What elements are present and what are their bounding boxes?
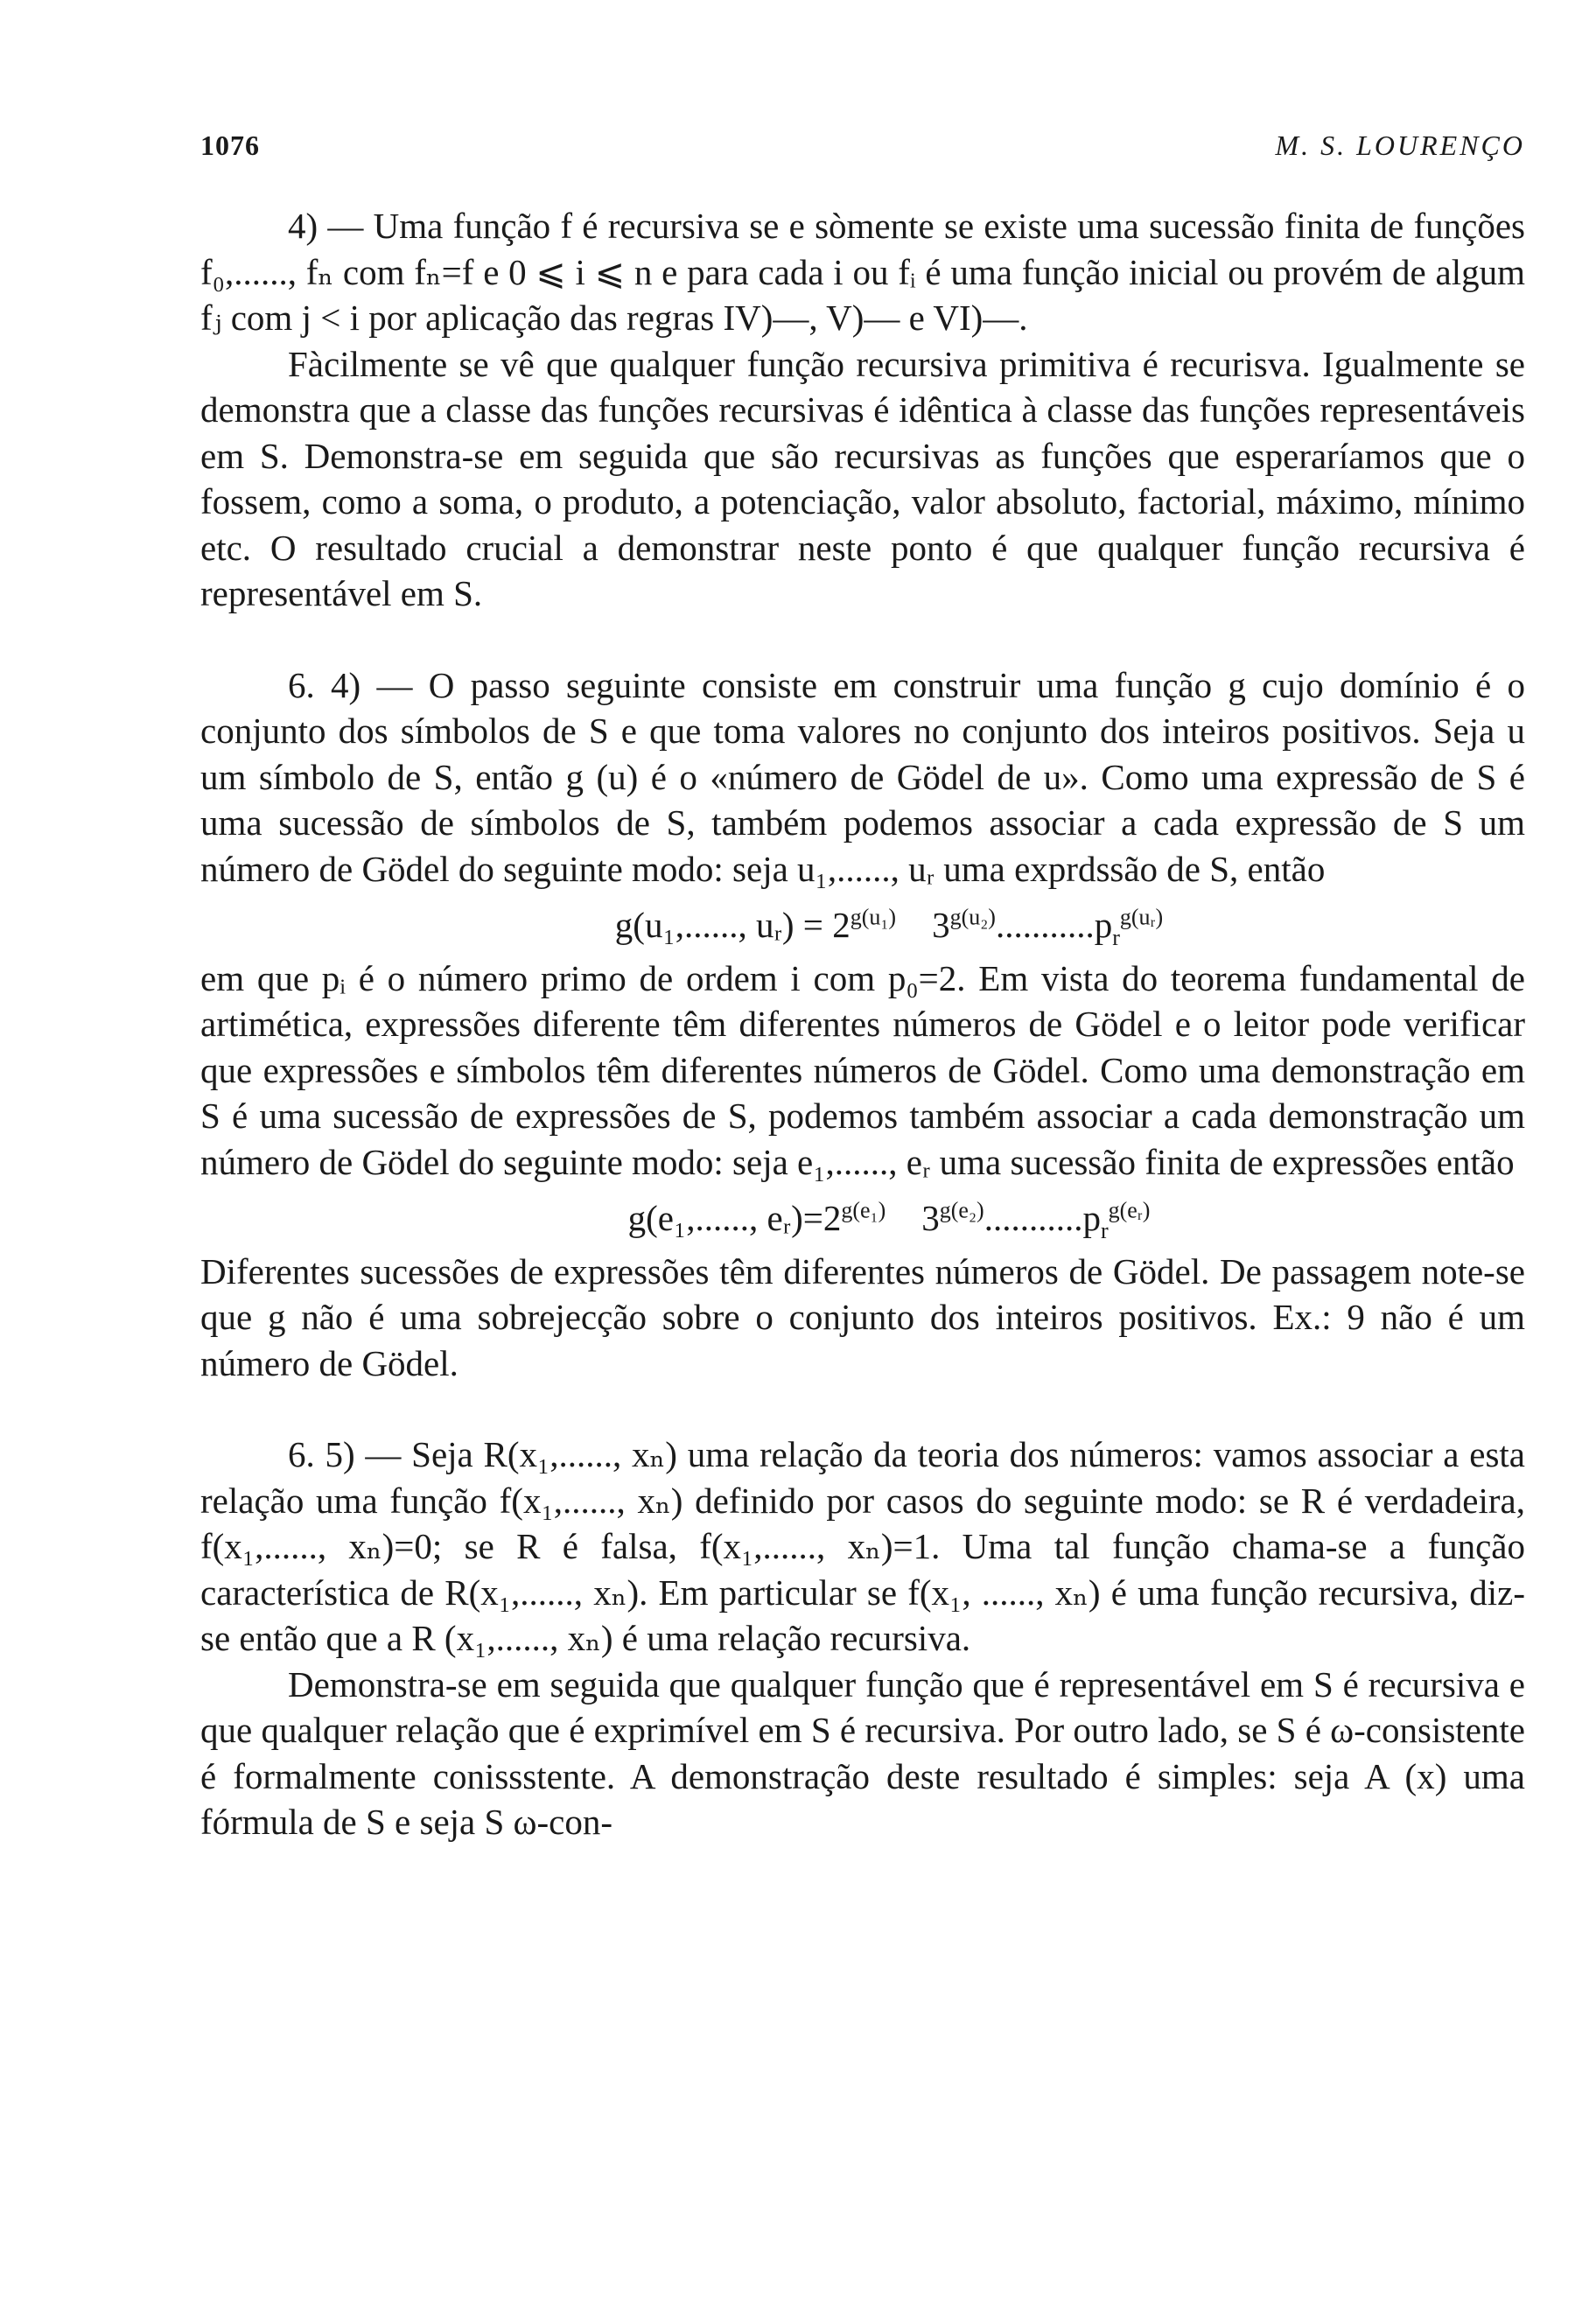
paragraph-representable-recursive: Demonstra-se em seguida que qualquer função que é representável em S é recursiva e que qualquer relação que é exprimível em S é recursiva. Por outro lado, se S é ω-consistente é formalmente conissstente. A demonstração deste resultado é simples: seja A (x) uma fórmula de S e seja S ω-con- xyxy=(200,1663,1525,1842)
formula-godel-number-expression xyxy=(200,902,1525,951)
formula-lhs: g(e₁,......, eᵣ)= xyxy=(627,1198,823,1238)
body-text xyxy=(200,203,1525,1845)
page-header xyxy=(200,130,1525,168)
formula-term-subscript: r xyxy=(1112,925,1120,951)
paragraph-recursive-function-definition: 4) — Uma função f é recursiva se e sòmente se existe uma sucessão finita de funções f₀,......, fₙ com fₙ=f e 0 ⩽ i ⩽ n e para cada i ou fᵢ é uma função inicial ou provém de algum fⱼ com j < i por aplicação das regras IV)—, V)— e VI)—. xyxy=(200,206,1525,338)
paragraph-section-6-5: 6. 5) — Seja R(x₁,......, xₙ) uma relação da teoria dos números: vamos associar a esta relação uma função f(x₁,......, xₙ) definido por casos do seguinte modo: se R é verdadeira, f(x₁,......, xₙ)=0; se R é falsa, f(x₁,......, xₙ)=1. Uma tal função chama-se a função característica de R(x₁,......, xₙ). Em particular se f(x₁, ......, xₙ) é uma função recursiva, diz-se então que a R (x₁,......, xₙ) é uma relação recursiva. xyxy=(200,1434,1525,1658)
paragraph-recursive-primitive: Fàcilmente se vê que qualquer função recursiva primitiva é recurisva. Igualmente se demonstra que a classe das funções recursivas é idêntica à classe das funções representáveis em S. Demonstra-se em seguida que são recursivas as funções que esperaríamos que o fossem, como a soma, o produto, a potenciação, valor absoluto, factorial, máximo, mínimo etc. O resultado crucial a demonstrar neste ponto é que qualquer função recursiva é representável em S. xyxy=(200,343,1525,613)
formula-term-exponent: g(eᵣ) xyxy=(1108,1197,1151,1223)
paragraph-prime-order: em que pᵢ é o número primo de ordem i com p₀=2. Em vista do teorema fundamental de artimética, expressões diferente têm diferentes números de Gödel e o leitor pode verificar que expressões e símbolos têm diferentes números de Gödel. Como uma demonstração em S é uma sucessão de expressões de S, podemos também associar a cada demonstração um número de Gödel do seguinte modo: seja e₁,......, eᵣ uma sucessão finita de expressões então xyxy=(200,957,1525,1182)
paragraph-section-6-4: 6. 4) — O passo seguinte consiste em construir uma função g cujo domínio é o conjunto dos símbolos de S e que toma valores no conjunto dos inteiros positivos. Seja u um símbolo de S, então g (u) é o «número de Gödel de u». Como uma expressão de S é uma sucessão de símbolos de S, também podemos associar a cada expressão de S um número de Gödel do seguinte modo: seja u₁,......, uᵣ uma exprdssão de S, então xyxy=(200,664,1525,889)
formula-term-exponent: g(u₁) xyxy=(850,904,897,930)
formula-term-base: 2 xyxy=(832,905,850,945)
formula-term-base: 2 xyxy=(822,1198,842,1238)
formula-term-base: p xyxy=(1094,905,1113,945)
formula-dots: ........... xyxy=(984,1198,1083,1238)
running-head: M. S. LOURENÇO xyxy=(1275,130,1525,161)
formula-godel-number-demonstration xyxy=(200,1195,1525,1242)
formula-term-exponent: g(uᵣ) xyxy=(1119,904,1164,930)
formula-term-base: p xyxy=(1082,1198,1101,1238)
formula-term-exponent: g(e₂) xyxy=(939,1197,984,1223)
formula-term-exponent: g(u₂) xyxy=(949,904,996,930)
formula-term-base: 3 xyxy=(921,1198,940,1238)
page-number: 1076 xyxy=(200,130,260,161)
formula-term-base: 3 xyxy=(932,905,950,945)
formula-dots: ........... xyxy=(995,905,1095,945)
formula-term-exponent: g(e₁) xyxy=(841,1197,886,1223)
paragraph-different-sequences: Diferentes sucessões de expressões têm diferentes números de Gödel. De passagem note-se que g não é uma sobrejecção sobre o conjunto dos inteiros positivos. Ex.: 9 não é um número de Gödel. xyxy=(200,1250,1525,1383)
formula-lhs: g(u₁,......, uᵣ) = xyxy=(614,905,833,945)
formula-term-subscript: r xyxy=(1100,1218,1109,1244)
